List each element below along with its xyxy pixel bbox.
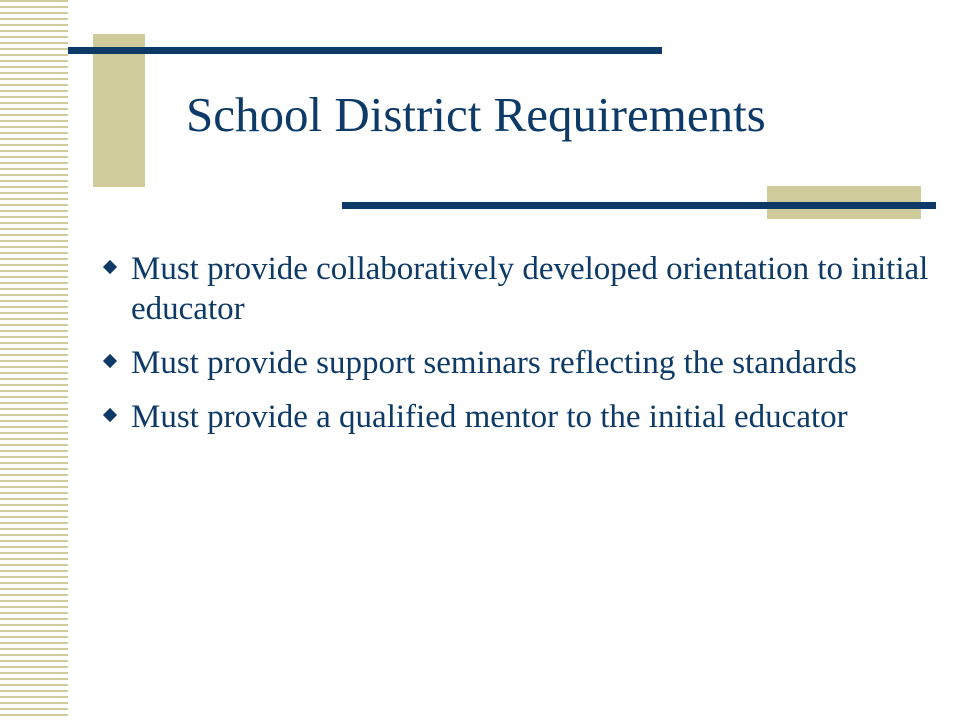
title-accent-block-left [93, 34, 145, 187]
bullet-item [100, 249, 930, 329]
slide-title: School District Requirements [186, 87, 766, 142]
bullet-list [100, 249, 930, 451]
bullet-item [100, 397, 930, 437]
diamond-bullet-icon [103, 408, 117, 422]
title-top-rule [68, 47, 662, 54]
bullet-text: Must provide support seminars reflecting the standards [131, 345, 857, 381]
diamond-bullet-icon [103, 354, 117, 368]
bullet-text: Must provide a qualified mentor to the initial educator [131, 399, 848, 435]
bullet-item [100, 343, 930, 383]
title-bottom-rule [342, 202, 936, 209]
side-stripe-pattern [0, 0, 68, 720]
bullet-text: Must provide collaboratively developed orientation to initial educator [131, 251, 929, 327]
diamond-bullet-icon [103, 260, 117, 274]
